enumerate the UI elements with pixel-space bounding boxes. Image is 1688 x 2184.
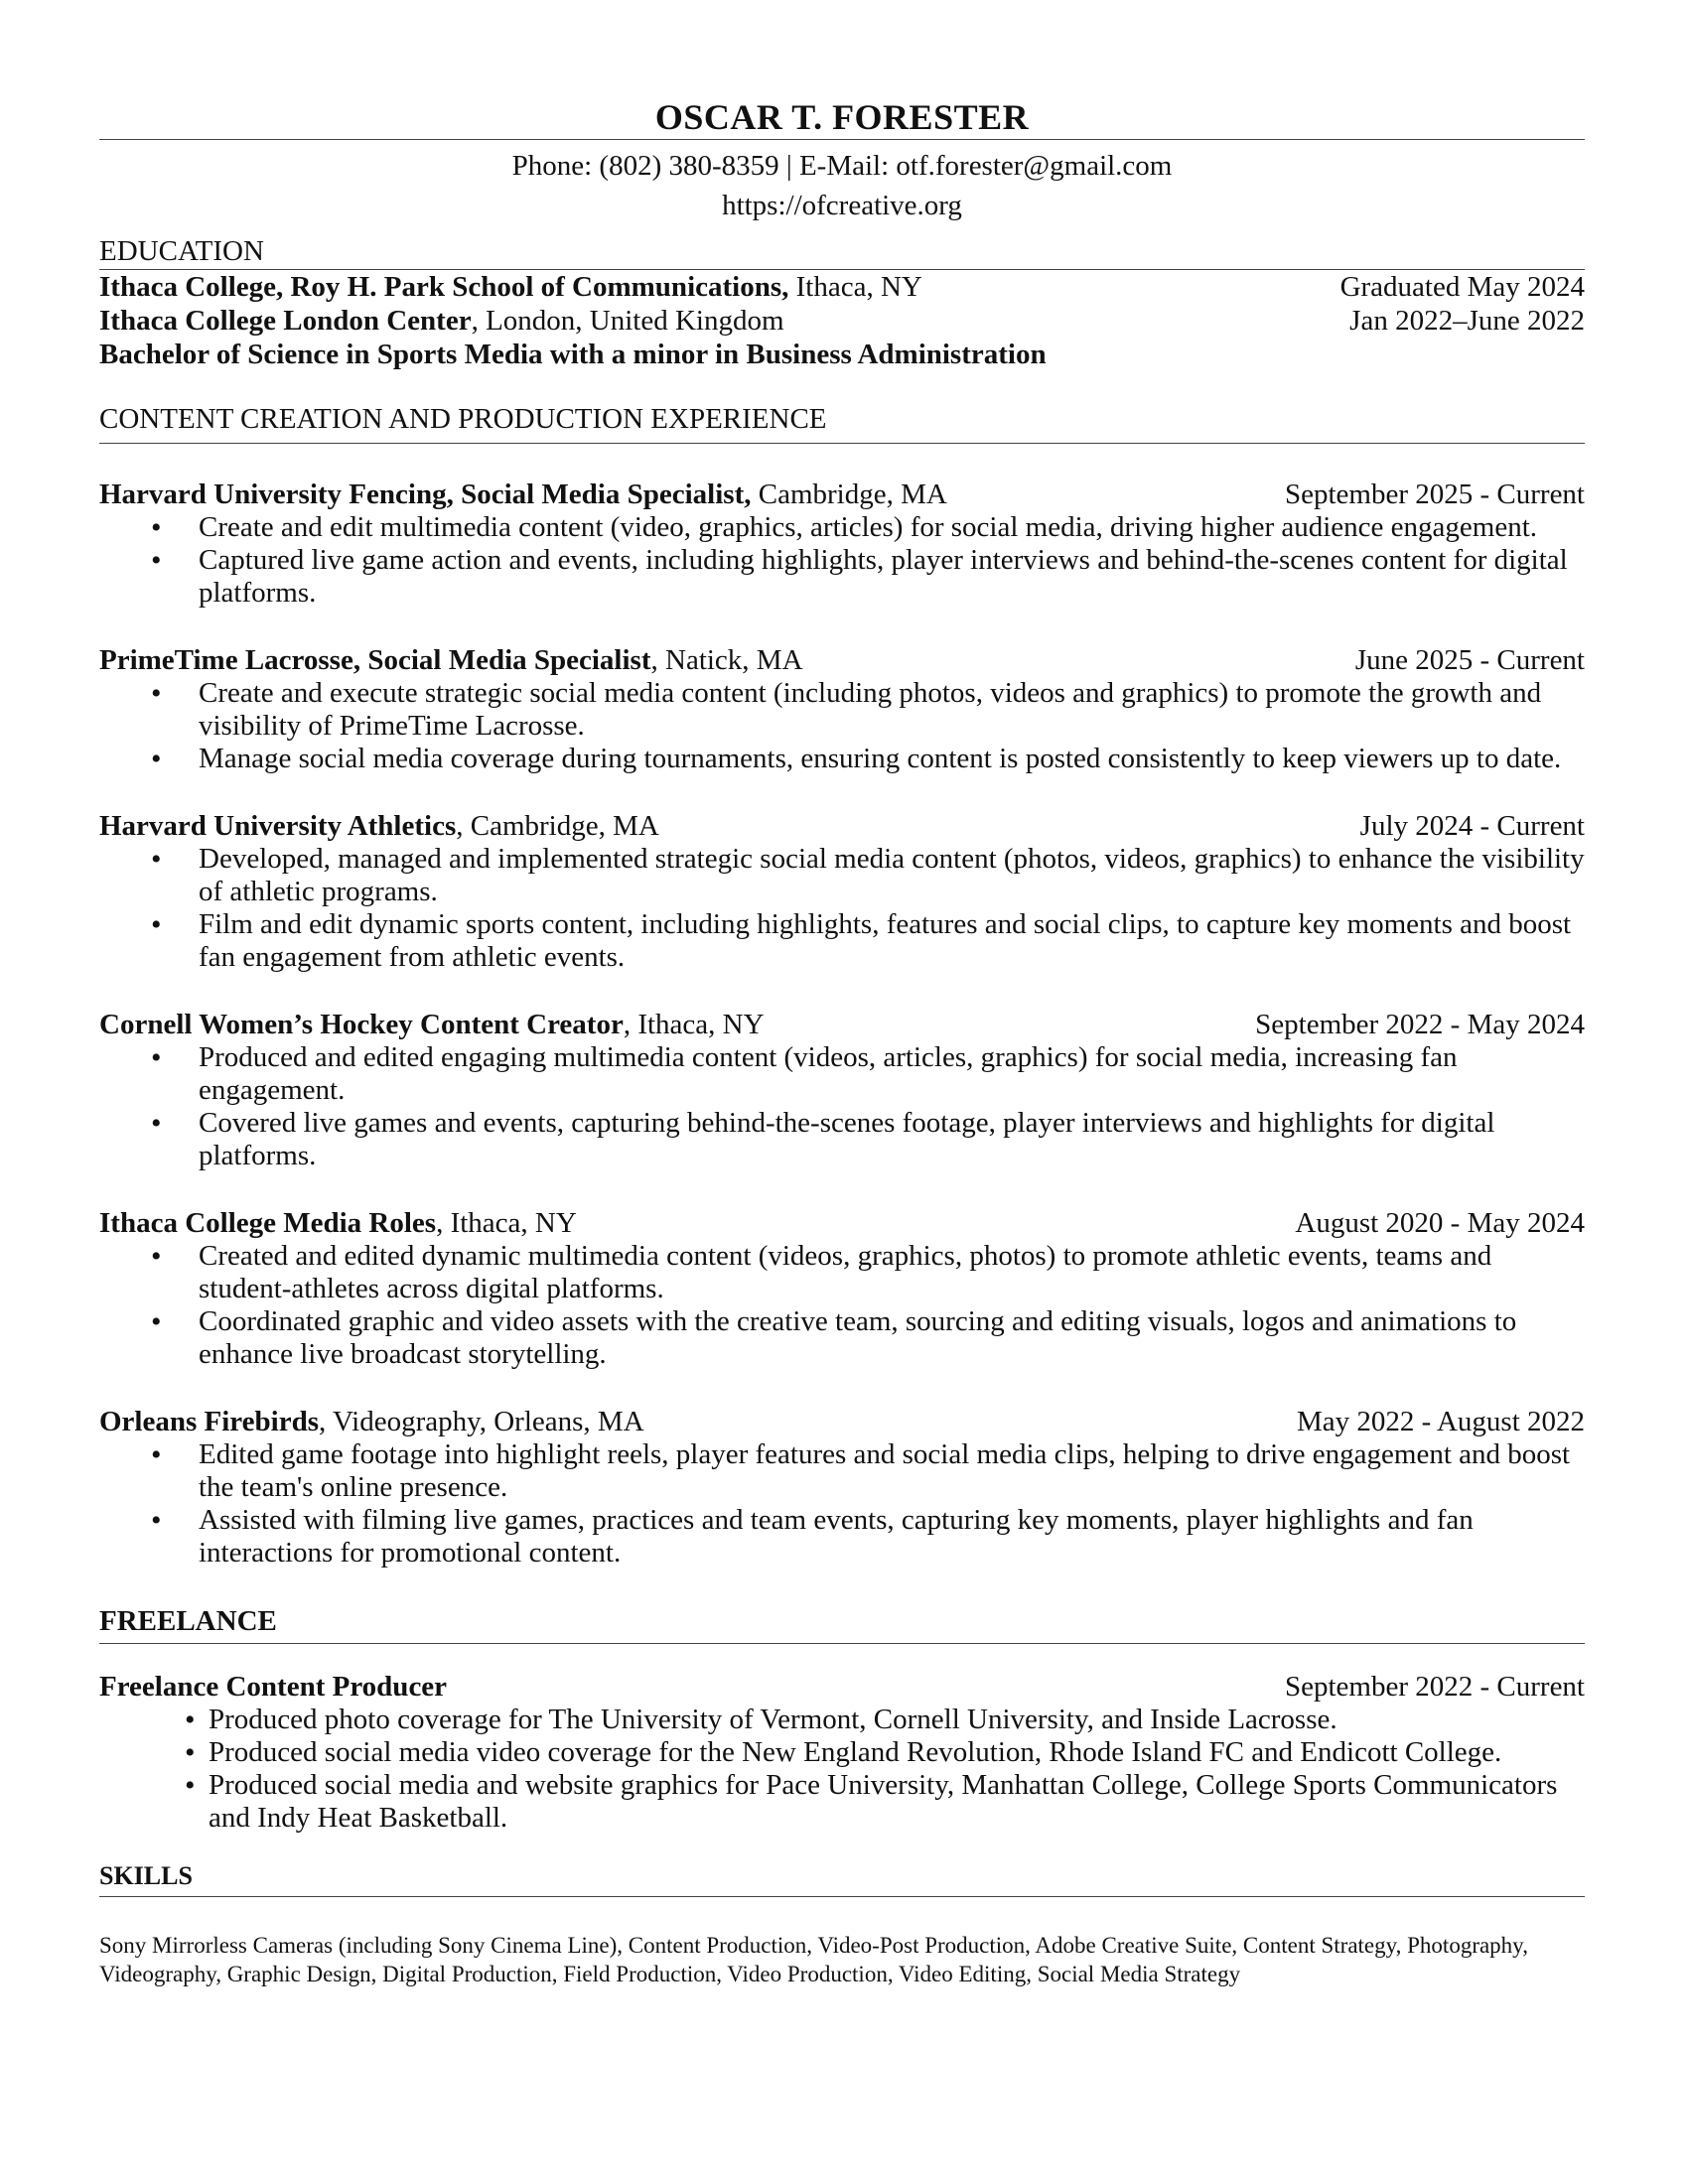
experience-role — [99, 478, 947, 511]
role-location: , Ithaca, NY — [436, 1207, 577, 1239]
role-title: Harvard University Fencing, Social Media Specialist, — [99, 478, 752, 510]
experience-title: CONTENT CREATION AND PRODUCTION EXPERIENCE — [99, 403, 827, 435]
degree-text: Bachelor of Science in Sports Media with a minor in Business Administration — [99, 339, 1047, 370]
experience-section — [99, 478, 1585, 1570]
experience-bullets — [99, 1240, 1585, 1371]
experience-header — [99, 1405, 1585, 1438]
experience-date: August 2020 - May 2024 — [1295, 1207, 1585, 1239]
experience-role — [99, 1008, 765, 1041]
school-name: Ithaca College London Center — [99, 305, 472, 337]
education-date: Graduated May 2024 — [1339, 271, 1585, 303]
experience-header — [99, 1206, 1585, 1240]
bullet-item: • Assisted with filming live games, practices and team events, capturing key moments, player highlights and fan interactions for promotional content. — [99, 1504, 1585, 1570]
role-title: Cornell Women’s Hockey Content Creator — [99, 1009, 624, 1040]
experience-bullets — [99, 677, 1585, 775]
experience-header — [99, 478, 1585, 511]
bullet-item: • Manage social media coverage during tournaments, ensuring content is posted consistently to keep viewers up to date. — [99, 743, 1585, 775]
role-title: Harvard University Athletics — [99, 810, 457, 842]
education-row — [99, 304, 1585, 338]
website-link: https://ofcreative.org — [722, 190, 962, 221]
bullet-item: • Edited game footage into highlight reels, player features and social media clips, helping to drive engagement and boost the team's online presence. — [99, 1438, 1585, 1504]
experience-bullets — [99, 511, 1585, 610]
experience-date: June 2025 - Current — [1354, 644, 1585, 676]
role-title: PrimeTime Lacrosse, Social Media Specialist — [99, 644, 651, 676]
bullet-item: • Covered live games and events, capturing behind-the-scenes footage, player interviews and highlights for digital platforms. — [99, 1107, 1585, 1172]
role-location: , Videography, Orleans, MA — [318, 1406, 644, 1437]
education-school — [99, 304, 784, 338]
experience-entry — [99, 1008, 1585, 1172]
freelance-bullets — [99, 1704, 1585, 1835]
experience-entry — [99, 809, 1585, 974]
skills-title: SKILLS — [99, 1861, 193, 1890]
role-title: Ithaca College Media Roles — [99, 1207, 437, 1239]
experience-role — [99, 1405, 644, 1438]
education-date: Jan 2022–June 2022 — [1349, 305, 1585, 337]
bullet-item: • Create and edit multimedia content (video, graphics, articles) for social media, driving higher audience engagement. — [99, 511, 1585, 544]
education-title: EDUCATION — [99, 235, 264, 267]
role-location: , Cambridge, MA — [456, 810, 659, 842]
bullet-item: • Produced photo coverage for The University of Vermont, Cornell University, and Inside Lacrosse. — [99, 1704, 1585, 1736]
bullet-item: • Coordinated graphic and video assets with the creative team, sourcing and editing visuals, logos and animations to enhance live broadcast storytelling. — [99, 1305, 1585, 1371]
school-name: Ithaca College, Roy H. Park School of Communications, — [99, 271, 789, 303]
skills-text: Sony Mirrorless Cameras (including Sony Cinema Line), Content Production, Video-Post Production, Adobe Creative Suite, Content Strategy, Photography, Videography, Graphic Design, Digital Production, Field Production, Video Production, Video Editing, Social Media Strategy — [99, 1933, 1528, 1986]
freelance-divider — [99, 1643, 1585, 1644]
role-title: Orleans Firebirds — [99, 1406, 319, 1437]
role-location: , Ithaca, NY — [623, 1009, 765, 1040]
education-row — [99, 270, 1585, 304]
bullet-item: • Developed, managed and implemented strategic social media content (photos, videos, graphics) to enhance the visibility of athletic programs. — [99, 843, 1585, 908]
experience-entry — [99, 1206, 1585, 1371]
experience-date: May 2022 - August 2022 — [1297, 1406, 1585, 1437]
experience-role — [99, 809, 659, 843]
experience-date: July 2024 - Current — [1359, 810, 1585, 842]
contact-line: Phone: (802) 380-8359 | E-Mail: otf.forester@gmail.com — [511, 150, 1173, 182]
experience-role — [99, 1206, 577, 1240]
experience-date: September 2025 - Current — [1284, 478, 1585, 510]
education-school — [99, 270, 922, 304]
freelance-role: Freelance Content Producer — [99, 1671, 448, 1703]
experience-role — [99, 643, 803, 677]
freelance-header — [99, 1670, 1585, 1704]
role-location: Cambridge, MA — [751, 478, 947, 510]
experience-bullets — [99, 1438, 1585, 1570]
experience-header — [99, 1008, 1585, 1041]
education-degree — [99, 338, 1585, 371]
bullet-item: • Produced and edited engaging multimedia content (videos, articles, graphics) for social media, increasing fan engagement. — [99, 1041, 1585, 1107]
bullet-item: • Create and execute strategic social media content (including photos, videos and graphics) to promote the growth and visibility of PrimeTime Lacrosse. — [99, 677, 1585, 743]
role-location: , Natick, MA — [650, 644, 803, 676]
experience-entry — [99, 1405, 1585, 1570]
freelance-title: FREELANCE — [99, 1605, 277, 1637]
education-section — [99, 270, 1585, 338]
bullet-item: • Produced social media and website graphics for Pace University, Manhattan College, College Sports Communicators and Indy Heat Basketball. — [99, 1769, 1585, 1835]
experience-bullets — [99, 843, 1585, 974]
bullet-item: • Produced social media video coverage for the New England Revolution, Rhode Island FC and Endicott College. — [99, 1736, 1585, 1769]
school-location: , London, United Kingdom — [471, 305, 784, 337]
experience-header — [99, 809, 1585, 843]
experience-entry — [99, 478, 1585, 610]
skills-divider — [99, 1896, 1585, 1897]
experience-divider — [99, 443, 1585, 444]
experience-entry — [99, 643, 1585, 775]
name-divider — [99, 139, 1585, 140]
experience-bullets — [99, 1041, 1585, 1172]
bullet-item: • Captured live game action and events, including highlights, player interviews and behind-the-scenes content for digital platforms. — [99, 544, 1585, 610]
school-location: Ithaca, NY — [788, 271, 922, 303]
resume-page — [99, 95, 1585, 1988]
bullet-item: • Created and edited dynamic multimedia content (videos, graphics, photos) to promote athletic events, teams and student-athletes across digital platforms. — [99, 1240, 1585, 1305]
candidate-name: OSCAR T. FORESTER — [654, 97, 1030, 137]
bullet-item: • Film and edit dynamic sports content, including highlights, features and social clips, to capture key moments and boost fan engagement from athletic events. — [99, 908, 1585, 974]
experience-header — [99, 643, 1585, 677]
experience-date: September 2022 - May 2024 — [1255, 1009, 1585, 1040]
freelance-date: September 2022 - Current — [1284, 1671, 1585, 1703]
